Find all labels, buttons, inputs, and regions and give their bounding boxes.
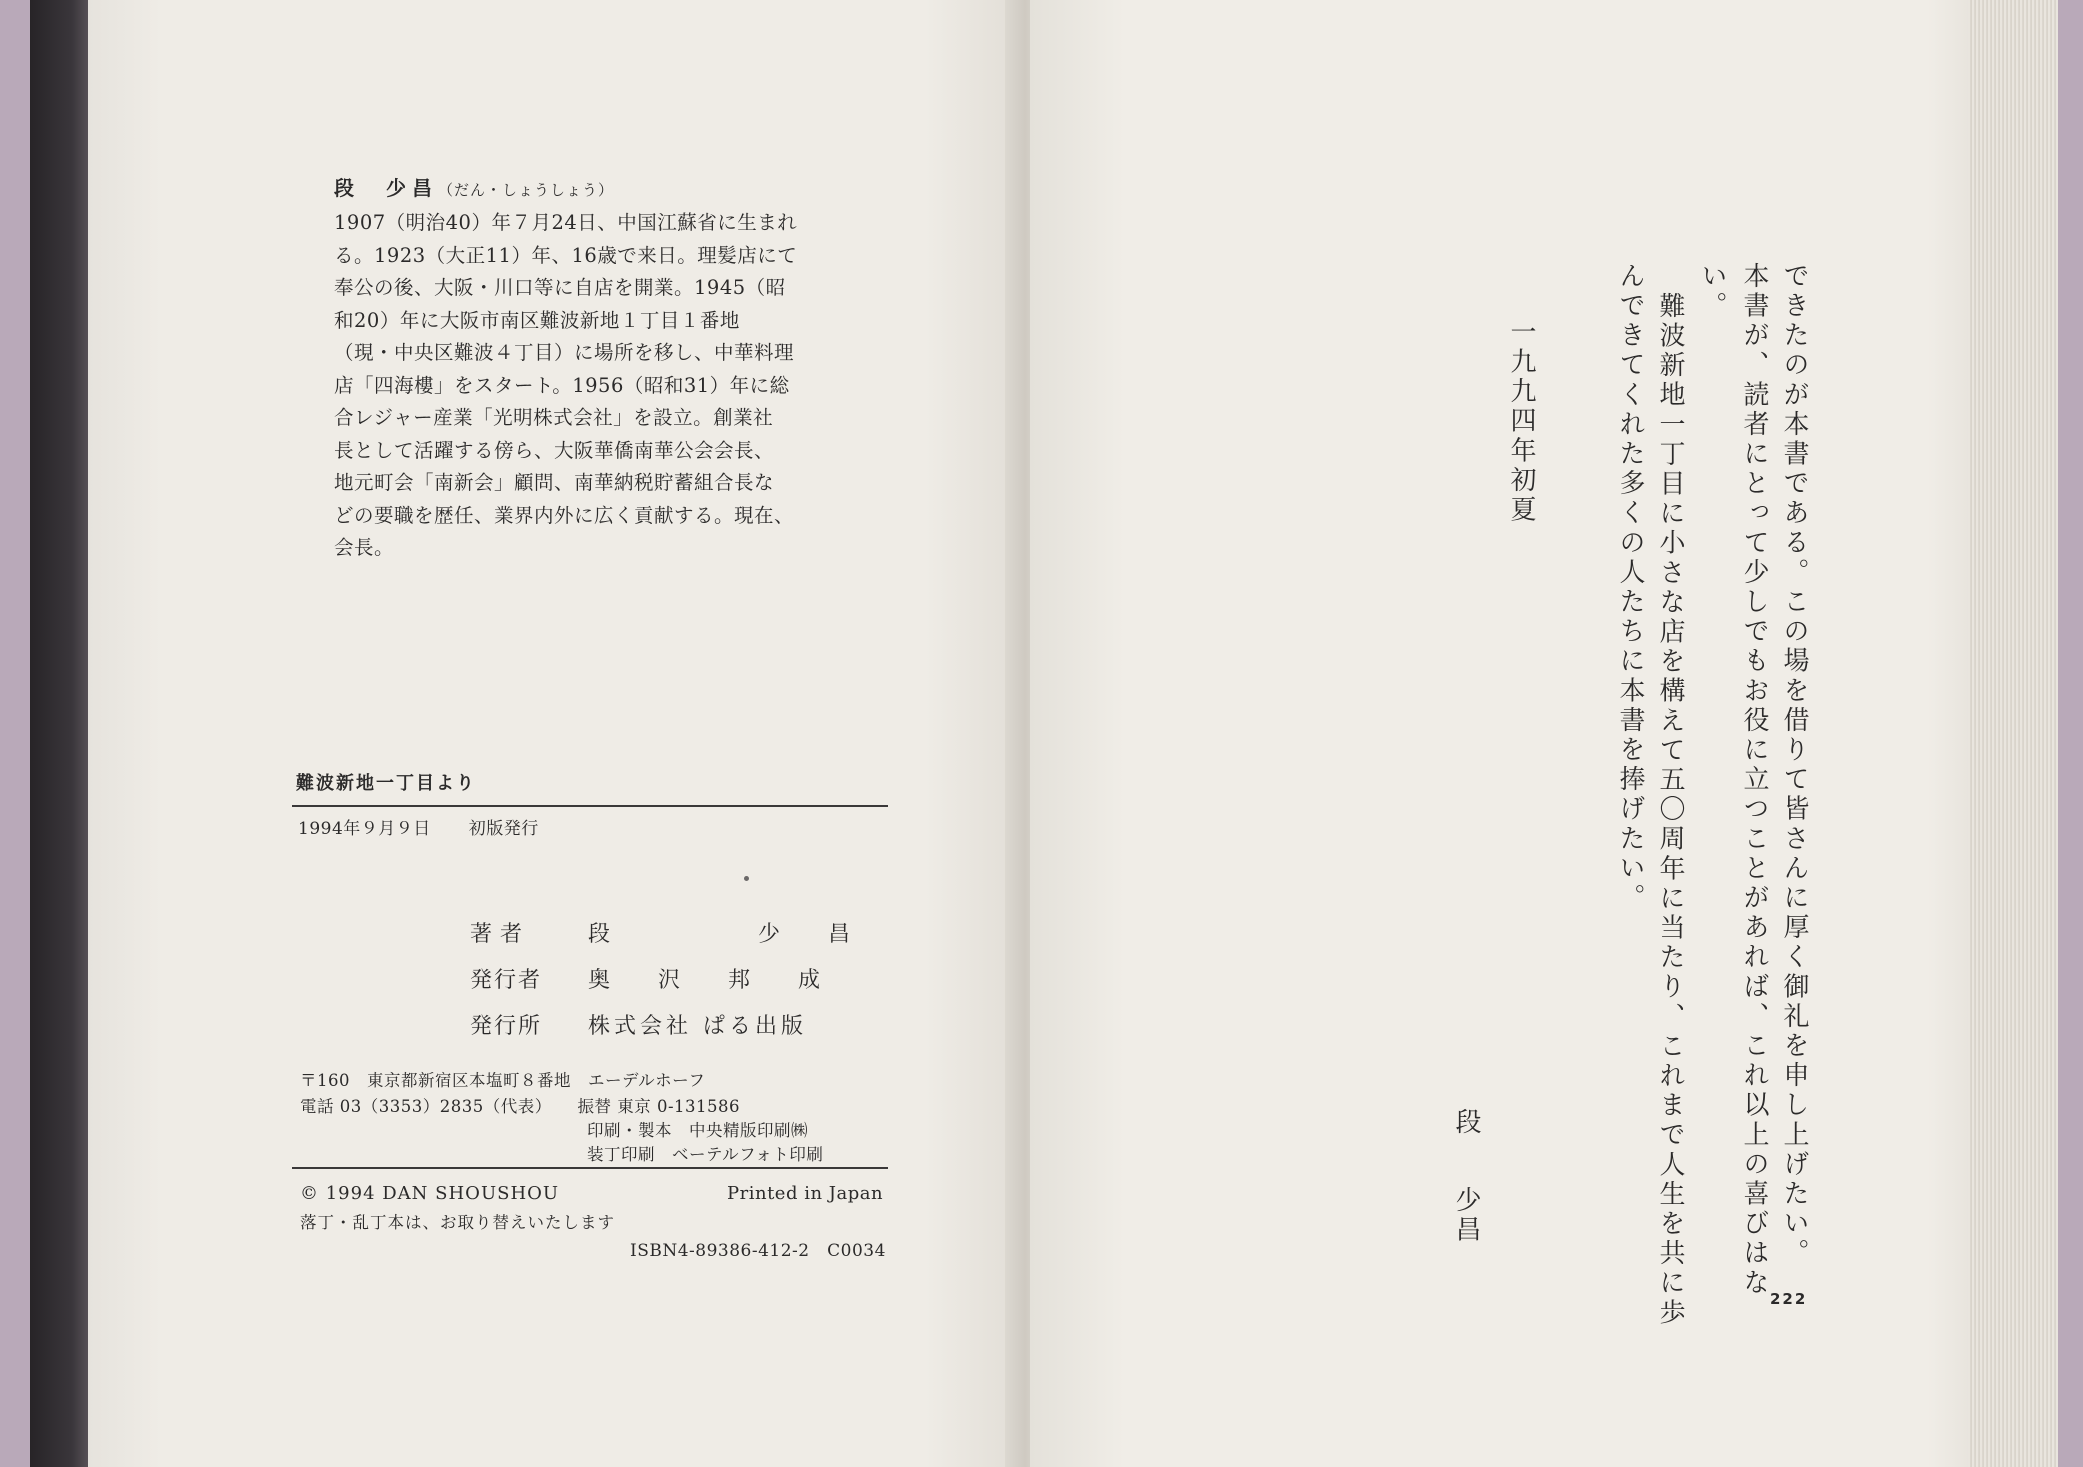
isbn: ISBN4-89386-412-2 C0034 [630, 1241, 886, 1261]
bio-line: 奉公の後、大阪・川口等に自店を開業。1945（昭 [334, 276, 786, 299]
right-page [1030, 0, 1975, 1467]
bio-line: 地元町会「南新会」顧問、南華納税貯蓄組合長な [334, 471, 775, 494]
colophon-rule-top [292, 805, 888, 807]
afterword-line: んできてくれた多くの人たちに本書を捧げたい。 [1615, 262, 1645, 914]
credit-role: 発行所 [470, 1014, 543, 1039]
printed-in: Printed in Japan [727, 1183, 884, 1204]
afterword-date: 一九九四年初夏 [1506, 318, 1536, 526]
credit-author [470, 917, 898, 948]
afterword-line: 本書が、読者にとって少しでもお役に立つことがあれば、これ以上の喜びはな [1739, 262, 1769, 1298]
author-given-name: 少昌 [758, 922, 899, 947]
afterword-signature-given: 少昌 [1451, 1186, 1481, 1246]
author-name-text: 段 少昌 [334, 176, 438, 200]
bio-line: （現・中央区難波４丁目）に場所を移し、中華料理 [334, 341, 795, 364]
cover-printing: 装丁印刷 ベーテルフォト印刷 [587, 1145, 824, 1164]
credit-role: 発行者 [470, 968, 543, 993]
credit-role: 著者 [470, 922, 531, 947]
colophon-book-title: 難波新地一丁目より [296, 773, 476, 794]
bio-line: 合レジャー産業「光明株式会社」を設立。創業社 [334, 406, 774, 429]
colophon-publication-date [298, 814, 539, 839]
author-name-kana: （だん・しょうしょう） [438, 181, 615, 199]
credit-name: 株式会社 ぱる出版 [588, 1014, 807, 1039]
afterword-line: い。 [1697, 262, 1727, 322]
author-bio-text [334, 207, 894, 565]
bio-line: 和20）年に大阪市南区難波新地１丁目１番地 [334, 308, 740, 332]
author-family-name: 段 [588, 922, 659, 947]
printing-binding: 印刷・製本 中央精版印刷㈱ [587, 1121, 808, 1140]
author-name [334, 172, 894, 201]
publisher-phone: 電話 03（3353）2835（代表） 振替 東京 0-131586 [300, 1097, 741, 1116]
afterword-signature-family: 段 [1451, 1108, 1481, 1138]
bio-line: どの要職を歴任、業界内外に広く貢献する。現在、 [334, 503, 795, 527]
copyright-notice: © 1994 DAN SHOUSHOU [300, 1183, 560, 1204]
credit-publishing-house [470, 1009, 807, 1040]
publisher-address: 〒160 東京都新宿区本塩町８番地 エーデルホーフ [300, 1071, 706, 1090]
credit-publisher [470, 963, 868, 994]
publication-date: 1994年９月９日 [298, 819, 431, 839]
bio-line: 店「四海樓」をスタート。1956（昭和31）年に総 [334, 373, 790, 397]
replacement-note: 落丁・乱丁本は、お取り替えいたします [300, 1213, 615, 1232]
book-spine [30, 0, 90, 1467]
bio-line: 1907（明治40）年７月24日、中国江蘇省に生まれ [334, 211, 798, 234]
page-edges [1968, 0, 2058, 1467]
credit-name: 奥沢邦成 [588, 968, 869, 993]
bio-line: 会長。 [334, 536, 395, 559]
credit-name [588, 917, 898, 948]
page-number: 222 [1770, 1290, 1808, 1308]
edition-label: 初版発行 [468, 819, 539, 839]
afterword-line: できたのが本書である。この場を借りて皆さんに厚く御礼を申し上げたい。 [1779, 262, 1809, 1269]
bio-line: る。1923（大正11）年、16歳で来日。理髪店にて [334, 243, 798, 267]
author-bio [334, 172, 894, 565]
print-dot [744, 876, 749, 881]
colophon-rule-bottom [292, 1167, 888, 1169]
bio-line: 長として活躍する傍ら、大阪華僑南華公会会長、 [334, 438, 775, 462]
afterword-line: 難波新地一丁目に小さな店を構えて五〇周年に当たり、これまで人生を共に歩 [1655, 292, 1685, 1328]
